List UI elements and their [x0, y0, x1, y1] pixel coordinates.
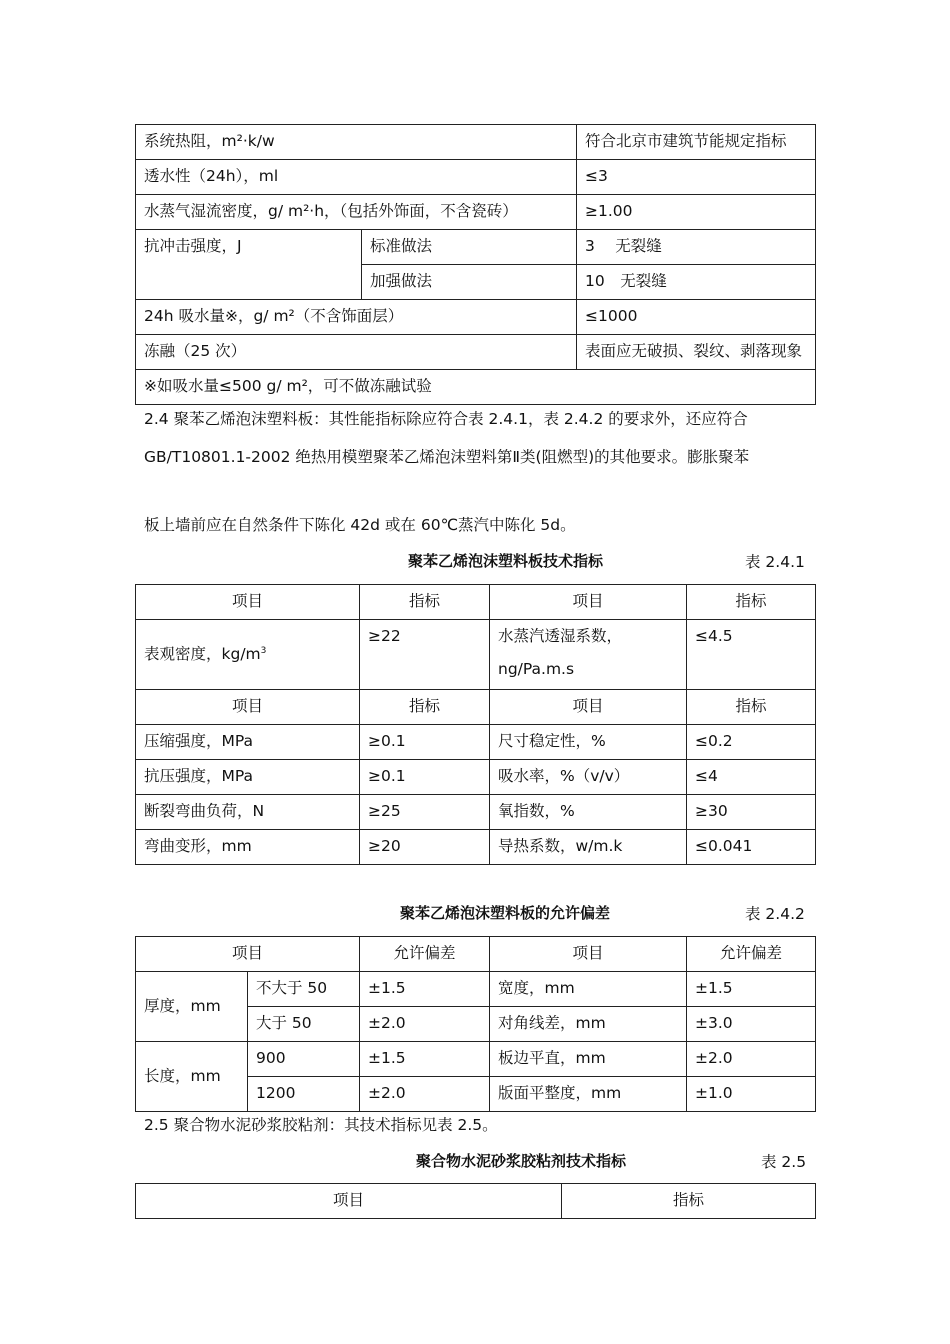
- table-2-4-2-number: 表 2.4.2: [745, 905, 805, 923]
- cell-value: ≥0.1: [360, 760, 490, 795]
- paragraph-2-4-line3: 板上墙前应在自然条件下陈化 42d 或在 60℃蒸汽中陈化 5d。: [144, 516, 576, 534]
- header-item: 项目: [136, 690, 360, 725]
- paragraph-2-4-line1: 2.4 聚苯乙烯泡沫塑料板：其性能指标除应符合表 2.4.1，表 2.4.2 的要求外，还应符合: [144, 410, 748, 428]
- cell-label: 对角线差，mm: [490, 1007, 687, 1042]
- cell-density-value: ≥22: [360, 620, 490, 690]
- cell-value: 符合北京市建筑节能规定指标: [577, 125, 816, 160]
- cell-label: 版面平整度，mm: [490, 1077, 687, 1112]
- header-item: 项目: [490, 690, 687, 725]
- cell-value: ≥0.1: [360, 725, 490, 760]
- cell-value: 3 无裂缝: [577, 230, 816, 265]
- cell-label: 导热系数，w/m.k: [490, 830, 687, 865]
- table-2-4-1: [135, 584, 816, 865]
- paragraph-2-5: 2.5 聚合物水泥砂浆胶粘剂：其技术指标见表 2.5。: [144, 1116, 498, 1134]
- header-index: 指标: [687, 585, 816, 620]
- cell-label: 透水性（24h），ml: [136, 160, 577, 195]
- table-2-5: [135, 1183, 816, 1219]
- cell-sub: 标准做法: [362, 230, 577, 265]
- paragraph-2-4-line2: GB/T10801.1-2002 绝热用模塑聚苯乙烯泡沫塑料第Ⅱ类(阻燃型)的其他要求。膨胀聚苯: [144, 448, 750, 466]
- cell-label: 压缩强度，MPa: [136, 725, 360, 760]
- header-item: 项目: [136, 585, 360, 620]
- table-2-5-number: 表 2.5: [761, 1153, 807, 1171]
- cell-label: 冻融（25 次）: [136, 335, 577, 370]
- header-item: 项目: [136, 937, 360, 972]
- table-2-4-1-caption: 聚苯乙烯泡沫塑料板技术指标: [408, 552, 604, 570]
- cell-value: ≤0.2: [687, 725, 816, 760]
- table-2-5-caption: 聚合物水泥砂浆胶粘剂技术指标: [416, 1152, 627, 1170]
- cell-sub: 大于 50: [248, 1007, 360, 1042]
- cell-label: 弯曲变形，mm: [136, 830, 360, 865]
- cell-value: ≥25: [360, 795, 490, 830]
- table-2-4-2-caption: 聚苯乙烯泡沫塑料板的允许偏差: [400, 904, 611, 922]
- cell-sub: 加强做法: [362, 265, 577, 300]
- cell-value: ≤1000: [577, 300, 816, 335]
- header-index: 指标: [360, 585, 490, 620]
- cell-value: ±3.0: [687, 1007, 816, 1042]
- cell-vapor-label: 水蒸汽透湿系数， ng/Pa.m.s: [490, 620, 687, 690]
- cell-value: ≤4: [687, 760, 816, 795]
- cell-value: ≥30: [687, 795, 816, 830]
- cell-label: 断裂弯曲负荷，N: [136, 795, 360, 830]
- header-index: 指标: [562, 1184, 816, 1219]
- cell-length: 长度，mm: [136, 1042, 248, 1112]
- cell-vapor-value: ≤4.5: [687, 620, 816, 690]
- cell-value: ≤3: [577, 160, 816, 195]
- header-item: 项目: [490, 585, 687, 620]
- cell-label: 抗冲击强度，J: [136, 230, 362, 300]
- cell-sub: 不大于 50: [248, 972, 360, 1007]
- cell-note: ※如吸水量≤500 g/ m²，可不做冻融试验: [136, 370, 816, 405]
- cell-density-label: 表观密度，$kg/m^3$: [136, 620, 360, 690]
- cell-label: 氧指数，%: [490, 795, 687, 830]
- cell-value: 10 无裂缝: [577, 265, 816, 300]
- cell-value: 表面应无破损、裂纹、剥落现象: [577, 335, 816, 370]
- cell-thickness: 厚度，mm: [136, 972, 248, 1042]
- cell-value: ±2.0: [687, 1042, 816, 1077]
- property-table-top: [135, 124, 816, 405]
- cell-value: ≥1.00: [577, 195, 816, 230]
- cell-value: ±2.0: [360, 1077, 490, 1112]
- cell-label: 宽度，mm: [490, 972, 687, 1007]
- cell-label: 尺寸稳定性，%: [490, 725, 687, 760]
- cell-label: 系统热阻，m²·k/w: [136, 125, 577, 160]
- header-tolerance: 允许偏差: [687, 937, 816, 972]
- cell-value: ±1.5: [360, 1042, 490, 1077]
- cell-sub: 900: [248, 1042, 360, 1077]
- cell-value: ±2.0: [360, 1007, 490, 1042]
- cell-label: 吸水率，%（v/v）: [490, 760, 687, 795]
- cell-label: 24h 吸水量※，g/ m²（不含饰面层）: [136, 300, 577, 335]
- header-tolerance: 允许偏差: [360, 937, 490, 972]
- cell-sub: 1200: [248, 1077, 360, 1112]
- cell-value: ±1.5: [360, 972, 490, 1007]
- header-item: 项目: [136, 1184, 562, 1219]
- cell-value: ≤0.041: [687, 830, 816, 865]
- table-2-4-1-number: 表 2.4.1: [745, 553, 805, 571]
- cell-value: ±1.0: [687, 1077, 816, 1112]
- header-index: 指标: [687, 690, 816, 725]
- cell-label: 板边平直，mm: [490, 1042, 687, 1077]
- cell-value: ±1.5: [687, 972, 816, 1007]
- cell-value: ≥20: [360, 830, 490, 865]
- table-2-4-2: [135, 936, 816, 1112]
- cell-label: 抗压强度，MPa: [136, 760, 360, 795]
- cell-label: 水蒸气湿流密度，g/ m²·h，（包括外饰面，不含瓷砖）: [136, 195, 577, 230]
- header-index: 指标: [360, 690, 490, 725]
- header-item: 项目: [490, 937, 687, 972]
